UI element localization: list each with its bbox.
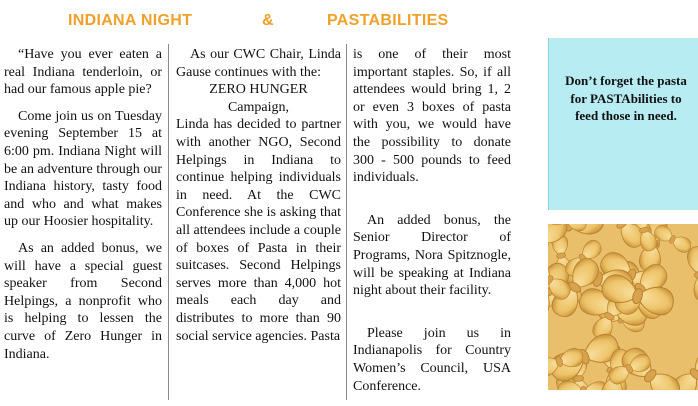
paragraph-tenderloin: “Have you ever eaten a real Indiana tenderloin, or had our famous apple pie? xyxy=(4,47,162,98)
headline-pastabilities: PASTABILITIES xyxy=(327,12,449,29)
farfalle-pasta-image xyxy=(548,224,698,390)
column-divider-2 xyxy=(346,44,347,400)
headline-ampersand: & xyxy=(262,12,274,29)
article-column-1 xyxy=(4,46,162,372)
paragraph-guest-speaker: As an added bonus, we will have a special guest speaker from Second Helpings, a nonprofit who is helping to lessen the curve of Zero Hunger in Indiana. xyxy=(4,240,162,362)
article-column-3 xyxy=(353,46,511,404)
article-column-2 xyxy=(176,46,341,354)
sidebar-note-box xyxy=(548,38,698,210)
paragraph-cwc-chair: As our CWC Chair, Linda Gause continues with the: xyxy=(176,47,341,80)
paragraph-partnership: Linda has decided to partner with another NGO, Second Helpings in Indiana to continue helping individuals in need. At the CWC Conference she is asking that all attendees include a couple of boxes of Pasta in their suitcases. Second Helpings serves more than 4,000 hot meals each day and distributes to more than 90 social service agencies. Pasta xyxy=(176,117,341,344)
pasta-photo xyxy=(548,224,698,390)
column-divider-1 xyxy=(168,44,169,400)
headline-indiana-night: INDIANA NIGHT xyxy=(68,12,193,29)
sidebar-note-text: Don’t forget the pasta for PASTAbilities to feed those in need. xyxy=(565,73,687,123)
paragraph-event-details: Come join us on Tuesday evening September 15 at 6:00 pm. Indiana Night will be an adventure through our Indiana history, tasty food and who and what makes up our Hoosier hospitality. xyxy=(4,108,162,230)
paragraph-staples: is one of their most important staples. So, if all attendees would bring 1, 2 or even 3 boxes of pasta with you, we would have the possibility to donate 300 - 500 pounds to feed individuals. xyxy=(353,47,511,186)
campaign-title: ZERO HUNGER xyxy=(209,82,308,98)
paragraph-senior-director: An added bonus, the Senior Director of Programs, Nora Spitznogle, will be speaking at Indiana night about their facility. xyxy=(353,212,511,299)
headline xyxy=(0,10,540,36)
campaign-subtitle: Campaign, xyxy=(227,99,290,115)
paragraph-invitation: Please join us in Indianapolis for Country Women’s Council, USA Conference. xyxy=(353,325,511,394)
